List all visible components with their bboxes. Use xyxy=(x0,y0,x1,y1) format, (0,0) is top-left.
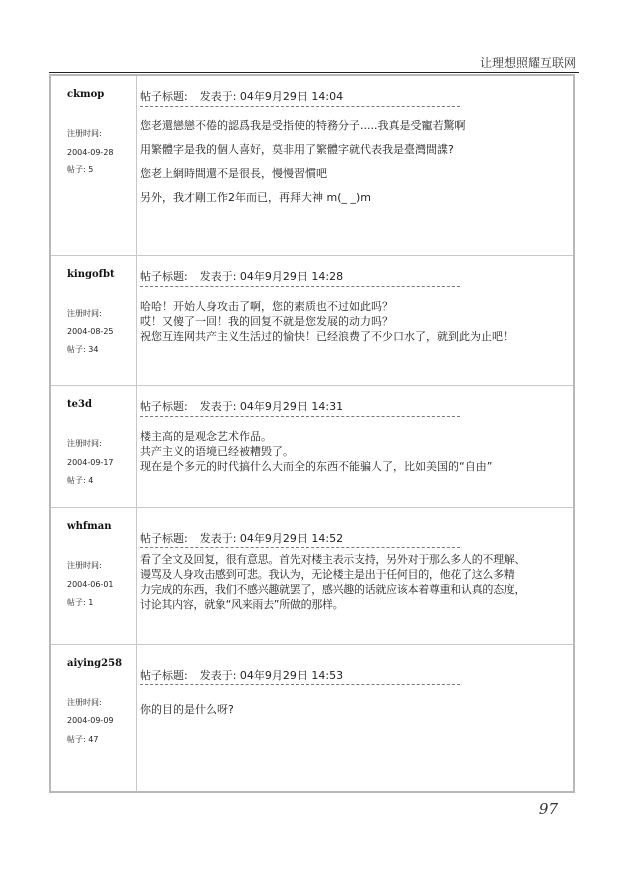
post-title xyxy=(140,88,343,104)
body-line: 哈哈！开始人身攻击了啊，您的素质也不过如此吗？ xyxy=(140,300,393,313)
separator xyxy=(140,286,460,287)
body-line: 楼主高的是观念艺术作品。 xyxy=(140,430,272,443)
post-body xyxy=(140,299,514,344)
reg-date: 2004-09-09 xyxy=(67,716,114,725)
post-count-value: 47 xyxy=(88,735,99,744)
post-count-label: 帖子: xyxy=(67,476,89,485)
username[interactable]: te3d xyxy=(67,399,92,410)
post-count xyxy=(67,475,93,486)
reg-date: 2004-06-01 xyxy=(67,580,114,589)
body-line: 祝您互连网共产主义生活过的愉快！已经浪费了不少口水了，就到此为止吧！ xyxy=(140,330,514,343)
post-body xyxy=(140,702,234,717)
post-time: 04年9月29日 14:31 xyxy=(239,400,344,413)
post xyxy=(51,76,573,256)
body-line: 您老還戀戀不倦的認爲我是受指使的特務分子.....我真是受寵若驚啊 xyxy=(140,119,466,132)
body-line: 哎！又傻了一回！我的回复不就是您发展的动力吗？ xyxy=(140,315,393,328)
header-rule xyxy=(49,72,579,73)
title-label: 帖子标题: xyxy=(140,270,188,283)
post-count-value: 1 xyxy=(88,598,94,607)
reg-date: 2004-09-28 xyxy=(67,148,114,157)
posted-label: 发表于: xyxy=(199,400,240,413)
posts-frame xyxy=(49,74,575,793)
title-label: 帖子标题: xyxy=(140,669,188,682)
reg-label: 注册时间: xyxy=(67,561,102,570)
title-label: 帖子标题: xyxy=(140,400,188,413)
posted-label: 发表于: xyxy=(199,270,240,283)
post xyxy=(51,645,573,791)
post-title xyxy=(140,398,343,414)
separator xyxy=(140,547,460,548)
post-time: 04年9月29日 14:53 xyxy=(239,669,344,682)
post-content xyxy=(140,508,567,644)
body-line: 看了全文及回复，很有意思。首先对楼主表示支持，另外对于那么多人的不理解、 xyxy=(140,553,526,566)
author-panel xyxy=(51,256,137,385)
reg-date: 2004-08-25 xyxy=(67,327,114,336)
post-count xyxy=(67,344,98,355)
title-label: 帖子标题: xyxy=(140,90,188,103)
post-content xyxy=(140,386,567,507)
reg-label: 注册时间: xyxy=(67,129,102,138)
post-count xyxy=(67,597,93,608)
posted-label: 发表于: xyxy=(199,90,240,103)
separator xyxy=(140,684,460,685)
post-count-label: 帖子: xyxy=(67,598,89,607)
posted-label: 发表于: xyxy=(199,669,240,682)
body-line: 您老上網時間還不是很長，慢慢習慣吧 xyxy=(140,167,327,180)
separator xyxy=(140,416,460,417)
body-line: 你的目的是什么呀? xyxy=(140,703,234,716)
body-line: 另外，我才剛工作2年而已，再拜大神 m(_ _)m xyxy=(140,191,372,204)
body-line: 用繁體字是我的個人喜好，莫非用了繁體字就代表我是臺灣間諜? xyxy=(140,143,454,156)
reg-label: 注册时间: xyxy=(67,698,102,707)
post-title xyxy=(140,667,343,683)
post-time: 04年9月29日 14:04 xyxy=(239,90,344,103)
post-count-value: 5 xyxy=(88,165,94,174)
body-line: 讨论其内容，就象“风来雨去”所做的那样。 xyxy=(140,598,344,611)
post-time: 04年9月29日 14:52 xyxy=(239,532,344,545)
post-content xyxy=(140,645,567,791)
post-title xyxy=(140,268,343,284)
post-body xyxy=(140,552,525,612)
post-time: 04年9月29日 14:28 xyxy=(239,270,344,283)
username[interactable]: kingofbt xyxy=(67,269,115,280)
username[interactable]: aiying258 xyxy=(67,658,123,669)
title-label: 帖子标题: xyxy=(140,532,188,545)
post-count-value: 4 xyxy=(88,476,94,485)
body-line: 共产主义的语境已经被糟毁了。 xyxy=(140,445,294,458)
post-body xyxy=(140,118,465,214)
post-count-label: 帖子: xyxy=(67,165,89,174)
post-body xyxy=(140,429,492,474)
post-count-value: 34 xyxy=(88,345,99,354)
post-count xyxy=(67,164,93,175)
username[interactable]: whfman xyxy=(67,521,112,532)
username[interactable]: ckmop xyxy=(67,89,105,100)
author-panel xyxy=(51,76,137,255)
reg-date: 2004-09-17 xyxy=(67,458,114,467)
post-content xyxy=(140,256,567,385)
reg-label: 注册时间: xyxy=(67,309,102,318)
post-content xyxy=(140,76,567,255)
header-title: 让理想照耀互联网 xyxy=(479,56,576,70)
post-count-label: 帖子: xyxy=(67,735,89,744)
separator xyxy=(140,106,460,107)
author-panel xyxy=(51,645,137,791)
post-count xyxy=(67,734,98,745)
post-title xyxy=(140,530,343,546)
body-line: 现在是个多元的时代搞什么大而全的东西不能骗人了，比如美国的“自由” xyxy=(140,460,493,473)
reg-label: 注册时间: xyxy=(67,439,102,448)
post xyxy=(51,508,573,645)
post-count-label: 帖子: xyxy=(67,345,89,354)
posted-label: 发表于: xyxy=(199,532,240,545)
post xyxy=(51,256,573,386)
body-line: 力完成的东西，我们不感兴趣就罢了，感兴趣的话就应该本着尊重和认真的态度， xyxy=(140,583,526,596)
page-number: 97 xyxy=(538,800,558,818)
post xyxy=(51,386,573,508)
body-line: 谩骂及人身攻击感到可悲。我认为，无论楼主是出于任何目的，他花了这么多精 xyxy=(140,568,515,581)
author-panel xyxy=(51,508,137,644)
author-panel xyxy=(51,386,137,507)
